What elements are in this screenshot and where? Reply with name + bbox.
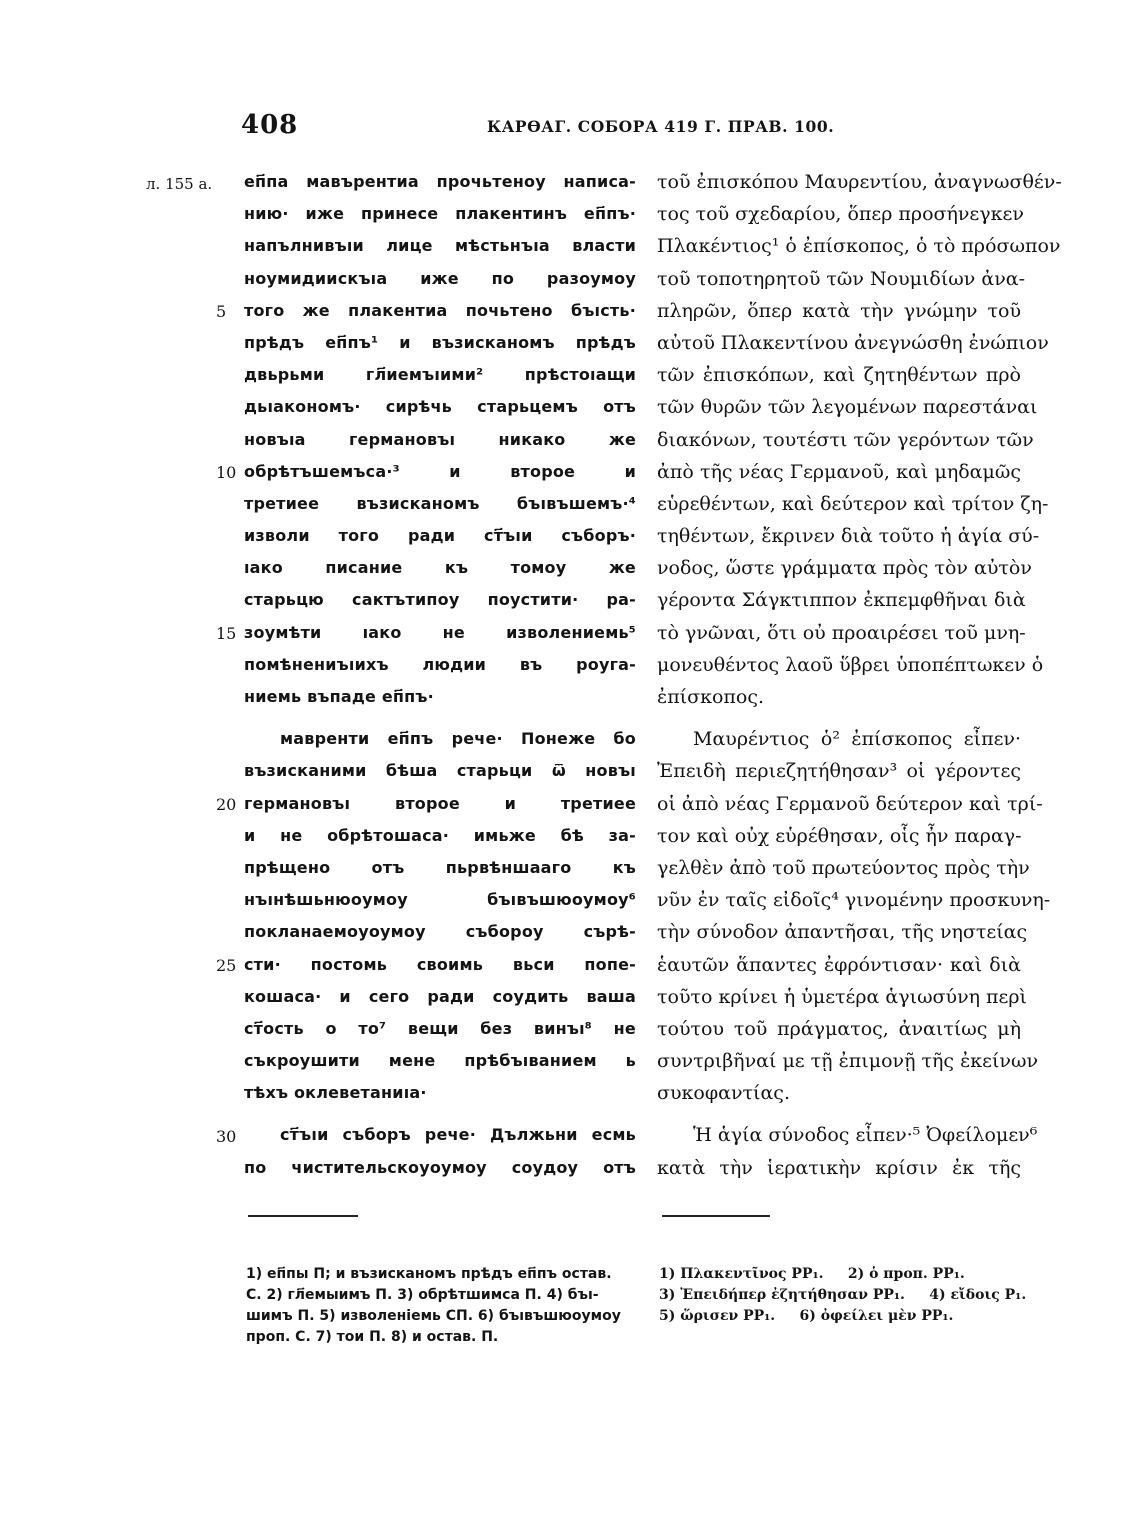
footnote-line: 3) Ἐπειδήπερ ἐζητήθησαν PP₁. 4) εἴδοις P₁. (659, 1287, 1027, 1303)
text-line: того же плакентиа почьтено бъıсть· (244, 300, 636, 320)
text-line: еп҃па мавърентиа прочьтеноу написа- (244, 172, 636, 191)
text-line: διακόνων, τουτέστι τῶν γερόντων τῶν (657, 428, 1034, 451)
running-title: КАРѲАГ. СОБОРА 419 Г. ПРАВ. 100. (487, 117, 835, 136)
text-line: новъıа германовъı никако же (244, 429, 636, 449)
text-line: третиее възисканомъ бъıвъшемъ·⁴ (244, 493, 636, 513)
text-line: τῶν ἐπισκόπων, καὶ ζητηθέντων πρὸ (657, 364, 1021, 387)
text-line: прѣщено отъ пьрвѣншааго къ (244, 857, 636, 877)
footnote-line: 1) еп҃пы П; и възисканомъ прѣдъ еп҃пъ остав. (246, 1266, 612, 1282)
text-line: зоумѣти ıако не изволениемь⁵ (244, 622, 636, 642)
text-line: συντριβῆναί με τῇ ἐπιμονῇ τῆς ἐκείνων (657, 1050, 1039, 1073)
text-line: τὴν σύνοδον ἀπαντῆσαι, τῆς νηστείας (657, 921, 1028, 944)
text-line: и не обрѣтошаса· имьже бѣ за- (244, 825, 636, 845)
text-line: тѣхъ оклеветаниıа· (244, 1083, 427, 1103)
text-line: πληρῶν, ὅπερ κατὰ τὴν γνώμην τοῦ (657, 299, 1021, 322)
footnote-line: 1) Πλακεντῖνος PP₁. 2) ὁ проп. PP₁. (659, 1266, 965, 1282)
footnotes-slavonic (246, 1264, 638, 1348)
text-line: ст҃ость о то⁷ вещи без винъı⁸ не (244, 1018, 636, 1038)
line-number: 15 (216, 624, 237, 643)
text-line: дьıакономъ· сирѣчь старьцемъ отъ (244, 397, 636, 417)
footnotes-greek (659, 1264, 1029, 1327)
text-line: германовъı второе и третиее (244, 793, 636, 813)
text-line: нию· иже принесе плакентинъ еп҃пъ· (244, 204, 636, 224)
line-number: 30 (216, 1127, 237, 1146)
text-line: μονευθέντος λαοῦ ὕβρει ὑποπέπτωκεν ὁ (657, 653, 1044, 676)
text-line: νοδος, ὥστε γράμματα πρὸς τὸν αὐτὸν (657, 557, 1032, 580)
text-line: τούτου τοῦ πράγματος, ἀναιτίως μὴ (657, 1017, 1021, 1040)
text-line: ниемь въпаде еп҃пъ· (244, 687, 434, 706)
folio-reference: л. 155 а. (146, 175, 213, 193)
line-number: 5 (216, 302, 227, 321)
text-line: ἐπίσκοπος. (657, 686, 765, 708)
text-line: съкроушити мене прѣбъıванием ь (244, 1051, 636, 1071)
text-line: двьрьми гл҃иемъıими² прѣстоıащи (244, 365, 636, 385)
text-line: напълнивъıи лице мѣстьнъıа власти (244, 236, 636, 256)
greek-text-column (657, 166, 1062, 1184)
footnote-line: проп. С. 7) тои П. 8) и остав. П. (246, 1329, 499, 1345)
text-line: обрѣтъшемъса·³ и второе и (244, 461, 636, 481)
text-line: по чистительскоуоумоу соудоу отъ (244, 1157, 636, 1177)
text-line: покланаемоуоумоу събороу сърѣ- (244, 922, 636, 942)
slavonic-text-column (244, 166, 636, 1184)
text-line: Ἡ ἁγία σύνοδος εἶπεν·⁵ Ὀφείλομεν⁶ (693, 1124, 1038, 1147)
text-line: Μαυρέντιος ὁ² ἐπίσκοπος εἶπεν· (693, 728, 1021, 751)
text-line: сти· постомь своимь вьси попе- (244, 954, 636, 974)
text-line: ἑαυτῶν ἅπαντες ἐφρόντισαν· καὶ διὰ (657, 953, 1021, 976)
text-line: старьцю сактътипоу поустити· ра- (244, 590, 636, 610)
text-line: изволи того ради ст҃ъıи съборъ· (244, 526, 636, 546)
line-number: 20 (216, 795, 237, 814)
text-line: ἀπὸ τῆς νέας Γερμανοῦ, καὶ μηδαμῶς (657, 460, 1021, 483)
text-line: Ἐπειδὴ περιεζητήθησαν³ οἱ γέροντες (657, 760, 1021, 783)
text-line: ıако писание къ томоу же (244, 558, 636, 578)
text-line: γελθὲν ἀπὸ τοῦ πρωτεύοντος πρὸς τὴν (657, 856, 1030, 879)
text-line: τος τοῦ σχεδαρίου, ὅπερ προσήνεγκεν (657, 203, 1024, 226)
line-number: 10 (216, 463, 237, 482)
text-line: τοῦ τοποτηρητοῦ τῶν Νουμιδίων ἀνα- (657, 267, 1026, 290)
text-line: γέροντα Σάγκτιππον ἐκπεμφθῆναι διὰ (657, 589, 1026, 612)
text-line: τοῦτο κρίνει ἡ ὑμετέρα ἁγιωσύνη περὶ (657, 985, 1027, 1008)
footnote-line: шимъ П. 5) изволеніемь СП. 6) бъıвъшюоумоу (246, 1308, 621, 1324)
text-line: нъıнѣшьнюоумоу бъıвъшюоумоу⁶ (244, 890, 636, 910)
text-line: αὐτοῦ Πλακεντίνου ἀνεγνώσθη ἐνώπιον (657, 331, 1049, 354)
text-line: възисканими бѣша старьци ѿ новъı (244, 761, 636, 781)
text-line: прѣдъ еп҃пъ¹ и възисканомъ прѣдъ (244, 332, 636, 352)
text-line: τῶν θυρῶν τῶν λεγομένων παρεστάναι (657, 396, 1038, 419)
text-line: ноумидиискъıа иже по разоумоу (244, 268, 636, 288)
text-line: τον καὶ οὐχ εὑρέθησαν, οἷς ἦν παραγ- (657, 824, 1022, 847)
footnote-line: 5) ὥρισεν PP₁. 6) ὀφείλει μὲν PP₁. (659, 1308, 954, 1324)
text-line: помѣнениъıихъ людии въ роуга- (244, 654, 636, 674)
text-line: τοῦ ἐπισκόπου Μαυρεντίου, ἀναγνωσθέν- (657, 171, 1062, 193)
text-line: οἱ ἀπὸ νέας Γερμανοῦ δεύτερον καὶ τρί- (657, 792, 1043, 815)
text-line: мавренти еп҃пъ рече· Понеже бо (280, 729, 636, 749)
text-line: κατὰ τὴν ἱερατικὴν κρίσιν ἐκ τῆς (657, 1156, 1021, 1179)
line-number: 25 (216, 956, 237, 975)
text-line: συκοφαντίας. (657, 1082, 790, 1105)
footnote-line: С. 2) гл҃емыимъ П. 3) обрѣтшимса П. 4) бъı- (246, 1287, 599, 1303)
text-line: Πλακέντιος¹ ὁ ἐπίσκοπος, ὁ τὸ πρόσωπον (657, 235, 1061, 258)
text-line: ст҃ъıи съборъ рече· Дължьни есмь (280, 1125, 636, 1145)
text-line: τὸ γνῶναι, ὅτι οὐ προαιρέσει τοῦ μνη- (657, 621, 1026, 644)
text-line: νῦν ἐν ταῖς εἰδοῖς⁴ γινομένην προσκυνη- (657, 889, 1051, 912)
page-number: 408 (241, 110, 299, 140)
footnote-separator-right (662, 1215, 770, 1217)
text-line: τηθέντων, ἔκρινεν διὰ τοῦτο ἡ ἁγία σύ- (657, 525, 1040, 548)
text-line: εὑρεθέντων, καὶ δεύτερον καὶ τρίτον ζη- (657, 492, 1049, 515)
footnote-separator-left (248, 1215, 358, 1217)
text-line: кошаса· и сего ради соудить ваша (244, 986, 636, 1006)
